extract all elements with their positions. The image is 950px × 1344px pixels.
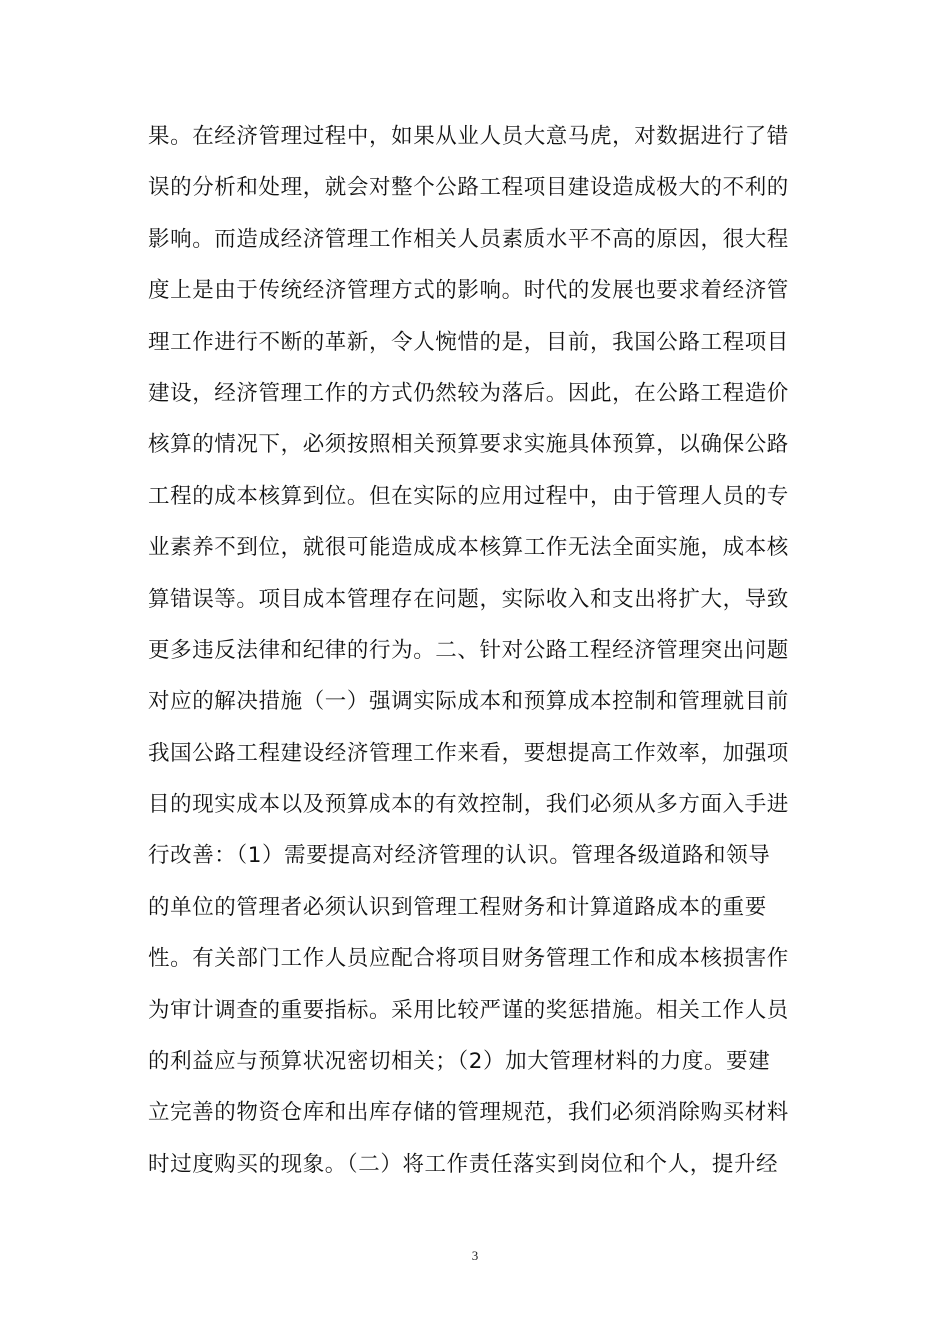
- text-line: 工程的成本核算到位。但在实际的应用过程中，由于管理人员的专: [148, 483, 789, 509]
- text-line: 算错误等。项目成本管理存在问题，实际收入和支出将扩大，导致: [148, 586, 789, 612]
- text-line: 性。有关部门工作人员应配合将项目财务管理工作和成本核损害作: [148, 946, 789, 972]
- text-line: 更多违反法律和纪律的行为。二、针对公路工程经济管理突出问题: [148, 637, 789, 663]
- text-line: 的单位的管理者必须认识到管理工程财务和计算道路成本的重要: [148, 894, 767, 920]
- text-line: 的利益应与预算状况密切相关；（2）加大管理材料的力度。要建: [148, 1049, 771, 1075]
- text-line: 建设，经济管理工作的方式仍然较为落后。因此，在公路工程造价: [148, 380, 789, 406]
- text-line: 时过度购买的现象。（二）将工作责任落实到岗位和个人，提升经: [148, 1151, 779, 1177]
- text-line: 目的现实成本以及预算成本的有效控制，我们必须从多方面入手进: [148, 792, 789, 818]
- text-line: 立完善的物资仓库和出库存储的管理规范，我们必须消除购买材料: [148, 1100, 789, 1126]
- text-line: 果。在经济管理过程中，如果从业人员大意马虎，对数据进行了错: [148, 124, 789, 149]
- text-line: 度上是由于传统经济管理方式的影响。时代的发展也要求着经济管: [148, 278, 789, 304]
- text-line: 为审计调查的重要指标。采用比较严谨的奖惩措施。相关工作人员: [148, 997, 789, 1023]
- text-line: 我国公路工程建设经济管理工作来看，要想提高工作效率，加强项: [148, 740, 789, 766]
- text-line: 误的分析和处理，就会对整个公路工程项目建设造成极大的不利的: [148, 175, 789, 201]
- text-line: 对应的解决措施（一）强调实际成本和预算成本控制和管理就目前: [148, 689, 789, 715]
- text-line: 业素养不到位，就很可能造成成本核算工作无法全面实施，成本核: [148, 535, 789, 561]
- page-number: 3: [471, 1248, 479, 1263]
- text-line: 行改善：（1）需要提高对经济管理的认识。管理各级道路和领导: [148, 843, 771, 869]
- text-line: 理工作进行不断的革新，令人惋惜的是，目前，我国公路工程项目: [148, 329, 789, 355]
- text-line: 核算的情况下，必须按照相关预算要求实施具体预算，以确保公路: [148, 432, 789, 458]
- text-line: 影响。而造成经济管理工作相关人员素质水平不高的原因，很大程: [148, 226, 789, 252]
- body-text: [148, 120, 808, 1199]
